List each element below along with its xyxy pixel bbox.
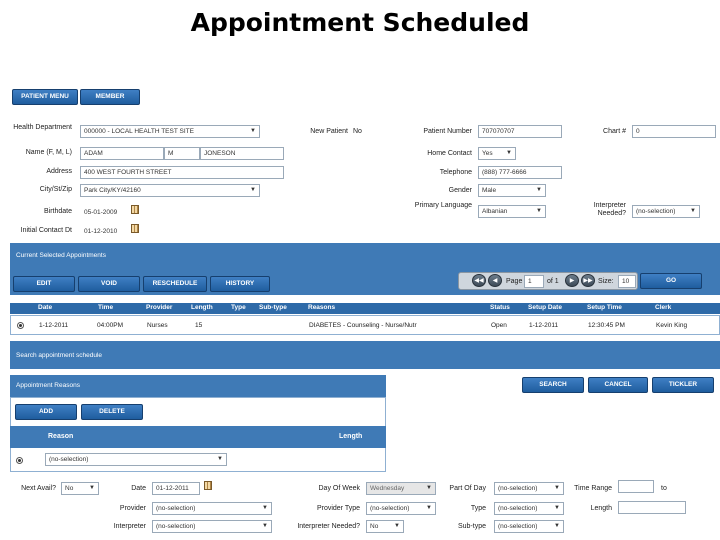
slide-title: Appointment Scheduled [190, 8, 530, 37]
initial-contact-value: 01-12-2010 [80, 225, 128, 238]
birthdate-value: 05-01-2009 [80, 206, 128, 219]
table-cell: Open [491, 322, 507, 329]
void-button[interactable]: VOID [78, 276, 140, 292]
length-column-header[interactable]: Length [339, 433, 363, 440]
gender-label: Gender [448, 187, 472, 194]
column-header[interactable]: Setup Date [528, 304, 562, 311]
part-of-day-select[interactable]: (no-selection) ▼ [494, 482, 564, 495]
page-label: Page [506, 278, 523, 285]
day-of-week-label: Day Of Week [318, 485, 360, 492]
interpreter-needed-search-select[interactable]: No ▼ [366, 520, 404, 533]
provider-select[interactable]: (no-selection) ▼ [152, 502, 272, 515]
interpreter-select[interactable]: (no-selection) ▼ [152, 520, 272, 533]
page-count-label: of 1 [547, 278, 559, 285]
column-header[interactable]: Date [38, 304, 53, 311]
chevron-down-icon: ▼ [506, 150, 512, 156]
interpreter-label: Interpreter [113, 523, 146, 530]
table-row[interactable] [10, 315, 720, 335]
next-page-icon[interactable]: ▶ [565, 274, 579, 287]
chevron-down-icon: ▼ [426, 485, 432, 491]
edit-button[interactable]: EDIT [13, 276, 75, 292]
address-label: Address [46, 168, 72, 175]
prev-page-icon[interactable]: ◀ [488, 274, 502, 287]
birthdate-label: Birthdate [43, 208, 72, 215]
column-header[interactable]: Reasons [308, 304, 336, 311]
chevron-down-icon: ▼ [690, 208, 696, 214]
go-button[interactable]: GO [640, 273, 702, 289]
interpreter-needed-select[interactable]: (no-selection) ▼ [632, 205, 700, 218]
current-appointments-header: Current Selected Appointments [10, 243, 720, 271]
patient-number-field[interactable]: 707070707 [478, 125, 562, 138]
cancel-button[interactable]: CANCEL [588, 377, 648, 393]
column-header[interactable]: Provider [146, 304, 173, 311]
city-state-zip-label: City/St/Zip [39, 186, 72, 193]
name-label: Name (F, M, L) [25, 149, 72, 156]
part-of-day-label: Part Of Day [449, 485, 486, 492]
column-header[interactable]: Time [98, 304, 114, 311]
column-header[interactable]: Setup Time [587, 304, 622, 311]
column-header[interactable]: Status [490, 304, 510, 311]
chevron-down-icon: ▼ [250, 128, 256, 134]
first-name-field[interactable]: ADAM [80, 147, 164, 160]
next-avail-label: Next Avail? [21, 485, 56, 492]
chart-field[interactable]: 0 [632, 125, 716, 138]
chevron-down-icon: ▼ [554, 505, 560, 511]
subtype-label: Sub-type [457, 523, 486, 530]
patient-number-label: Patient Number [423, 128, 472, 135]
chevron-down-icon: ▼ [89, 485, 95, 491]
chart-label: Chart # [603, 128, 626, 135]
member-button[interactable]: MEMBER [80, 89, 140, 105]
provider-type-label: Provider Type [316, 505, 360, 512]
search-button[interactable]: SEARCH [522, 377, 584, 393]
table-cell: 1-12-2011 [39, 322, 69, 329]
calendar-icon[interactable] [204, 481, 212, 490]
calendar-icon[interactable] [131, 224, 139, 233]
time-range-start-field[interactable] [618, 480, 654, 493]
telephone-label: Telephone [439, 169, 472, 176]
chevron-down-icon: ▼ [554, 523, 560, 529]
city-state-zip-select[interactable]: Park City/KY/42160 ▼ [80, 184, 260, 197]
reschedule-button[interactable]: RESCHEDULE [143, 276, 207, 292]
date-field[interactable]: 01-12-2011 [152, 482, 200, 495]
subtype-select[interactable]: (no-selection) ▼ [494, 520, 564, 533]
home-contact-label: Home Contact [427, 150, 472, 157]
time-range-label: Time Range [574, 485, 612, 492]
chevron-down-icon: ▼ [554, 485, 560, 491]
health-department-select[interactable]: 000000 - LOCAL HEALTH TEST SITE ▼ [80, 125, 260, 138]
initial-contact-label: Initial Contact Dt [20, 227, 72, 234]
last-page-icon[interactable]: ▶▶ [581, 274, 595, 287]
date-label: Date [131, 485, 146, 492]
chevron-down-icon: ▼ [250, 187, 256, 193]
table-cell: Nurses [147, 322, 168, 329]
tickler-button[interactable]: TICKLER [652, 377, 714, 393]
reason-select[interactable]: (no-selection) ▼ [45, 453, 227, 466]
new-patient-label: New Patient [310, 128, 348, 135]
calendar-icon[interactable] [131, 205, 139, 214]
type-label: Type [470, 505, 486, 512]
home-contact-select[interactable]: Yes ▼ [478, 147, 516, 160]
add-reason-button[interactable]: ADD [15, 404, 77, 420]
page-number-input[interactable]: 1 [524, 275, 544, 288]
column-header[interactable]: Sub-type [259, 304, 287, 311]
chevron-down-icon: ▼ [217, 456, 223, 462]
chevron-down-icon: ▼ [262, 523, 268, 529]
length-field[interactable] [618, 501, 686, 514]
column-header[interactable]: Clerk [655, 304, 672, 311]
primary-language-select[interactable]: Albanian ▼ [478, 205, 546, 218]
table-cell: DIABETES - Counseling - Nurse/Nutr [309, 322, 417, 329]
new-patient-value: No [353, 128, 362, 135]
table-cell: 1-12-2011 [529, 322, 559, 329]
history-button[interactable]: HISTORY [210, 276, 270, 292]
reason-column-header[interactable]: Reason [48, 433, 74, 440]
telephone-field[interactable]: (888) 777-6666 [478, 166, 562, 179]
row-radio[interactable] [17, 322, 24, 329]
time-range-to-label: to [661, 485, 667, 492]
chevron-down-icon: ▼ [394, 523, 400, 529]
column-header[interactable]: Length [191, 304, 213, 311]
provider-label: Provider [119, 505, 146, 512]
middle-initial-field[interactable]: M [164, 147, 200, 160]
search-schedule-header: Search appointment schedule [10, 341, 720, 369]
health-department-label: Health Department [13, 124, 72, 131]
column-header[interactable]: Type [231, 304, 246, 311]
chevron-down-icon: ▼ [536, 187, 542, 193]
last-name-field[interactable]: JONESON [200, 147, 284, 160]
patient-menu-button[interactable]: PATIENT MENU [12, 89, 78, 105]
table-cell: Kevin King [656, 322, 688, 329]
table-cell: 12:30:45 PM [588, 322, 625, 329]
chevron-down-icon: ▼ [536, 208, 542, 214]
time-range-end-field[interactable] [676, 480, 706, 493]
primary-language-label: Primary Language [414, 202, 472, 209]
type-select[interactable]: (no-selection) ▼ [494, 502, 564, 515]
first-page-icon[interactable]: ◀◀ [472, 274, 486, 287]
chevron-down-icon: ▼ [426, 505, 432, 511]
page-size-input[interactable]: 10 [618, 275, 636, 288]
page-size-label: Size: [598, 278, 614, 285]
length-label: Length [590, 505, 612, 512]
appointment-reasons-header: Appointment Reasons [10, 375, 386, 397]
delete-reason-button[interactable]: DELETE [81, 404, 143, 420]
next-avail-select[interactable]: No ▼ [61, 482, 99, 495]
provider-type-select[interactable]: (no-selection) ▼ [366, 502, 436, 515]
table-cell: 04:00PM [97, 322, 124, 329]
gender-select[interactable]: Male ▼ [478, 184, 546, 197]
address-field[interactable]: 400 WEST FOURTH STREET [80, 166, 284, 179]
interpreter-needed-search-label: Interpreter Needed? [297, 523, 360, 530]
table-cell: 15 [195, 322, 203, 329]
appointments-table-header [10, 303, 720, 314]
day-of-week-select[interactable]: Wednesday ▼ [366, 482, 436, 495]
reason-row-radio[interactable] [16, 457, 23, 464]
interpreter-needed-label: Interpreter Needed? [593, 202, 626, 217]
chevron-down-icon: ▼ [262, 505, 268, 511]
